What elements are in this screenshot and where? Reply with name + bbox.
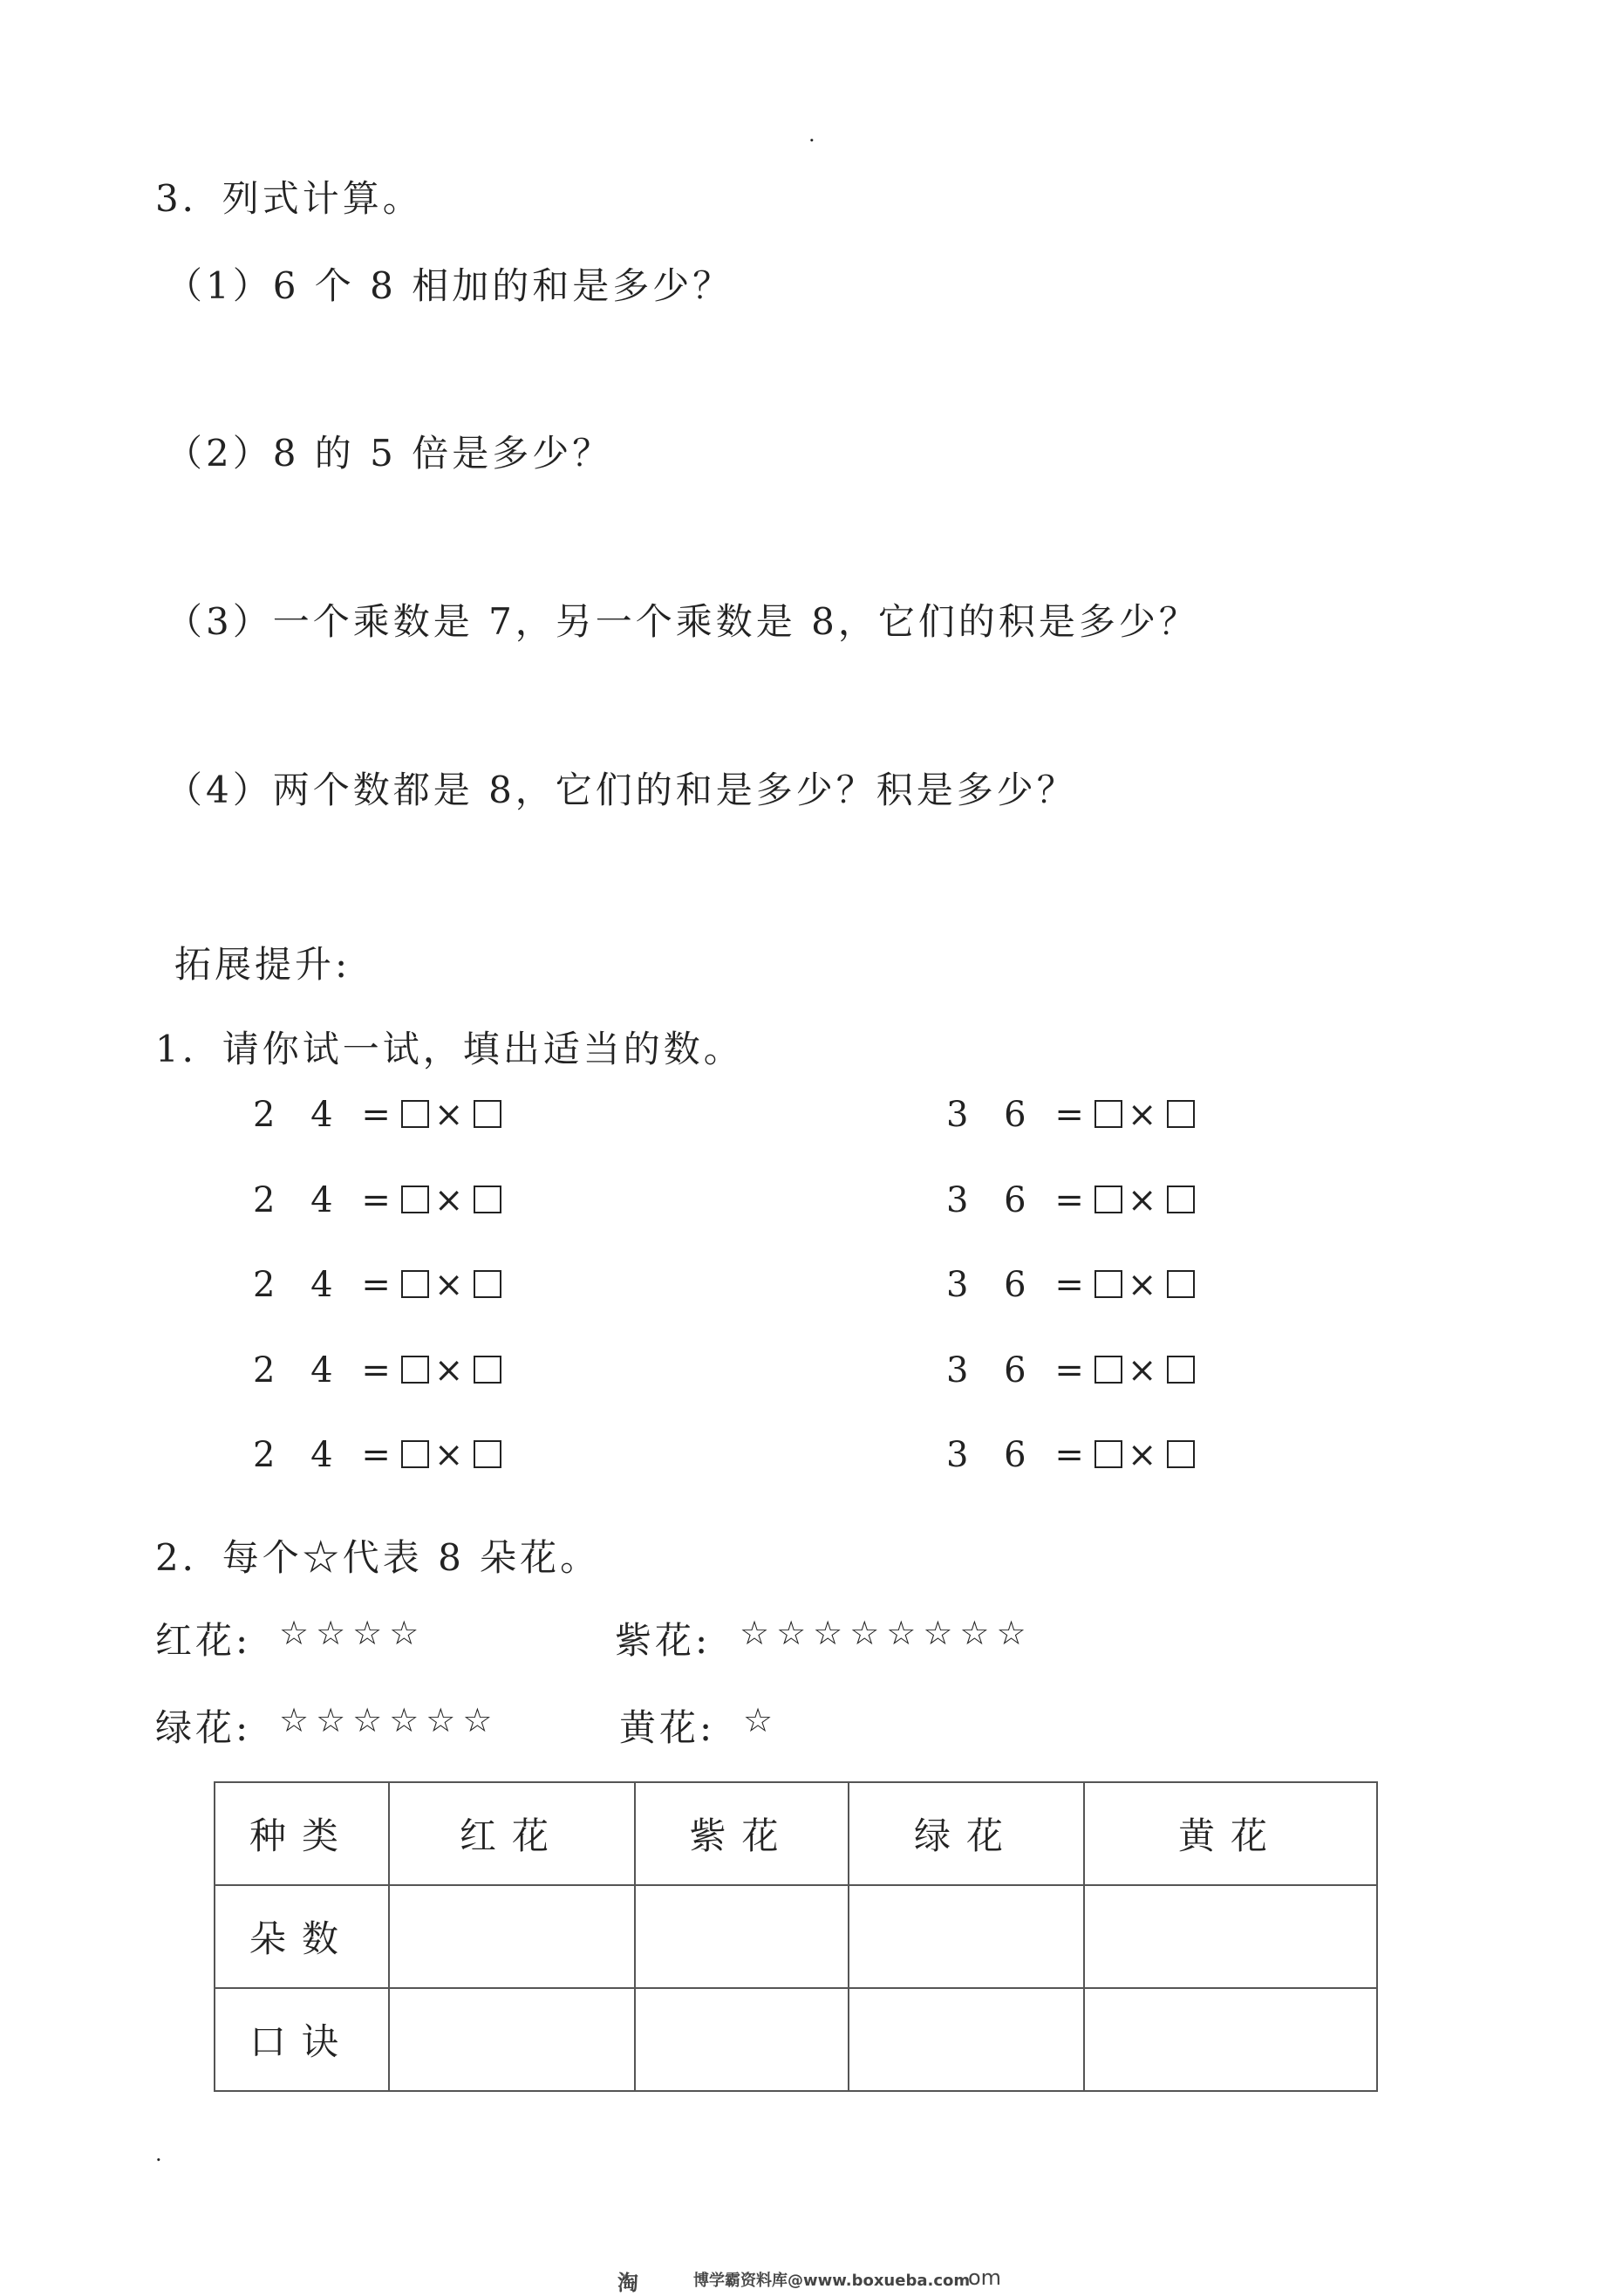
answer-cell[interactable] — [849, 1885, 1084, 1988]
answer-cell[interactable] — [635, 1885, 849, 1988]
equation-right: 3 6 = × — [946, 1350, 1200, 1391]
question-4: （4）两个数都是 8，它们的和是多少？积是多少？ — [166, 769, 1077, 811]
answer-box[interactable] — [474, 1270, 501, 1298]
purple-flower-label: 紫花: — [615, 1619, 712, 1662]
answer-box[interactable] — [1095, 1186, 1122, 1213]
extension-heading: 拓展提升: — [174, 943, 351, 986]
table-row — [215, 1885, 1377, 1988]
answer-box[interactable] — [1095, 1356, 1122, 1384]
equation-right: 3 6 = × — [946, 1095, 1200, 1135]
equation-right: 3 6 = × — [946, 1265, 1200, 1305]
answer-cell[interactable] — [849, 1988, 1084, 2091]
equation-right: 3 6 = × — [946, 1435, 1200, 1475]
footer-left: 淘 — [617, 2271, 638, 2295]
row-label: 口诀 — [215, 1988, 389, 2091]
question-2: （2）8 的 5 倍是多少？ — [166, 432, 613, 475]
answer-cell[interactable] — [1084, 1988, 1377, 2091]
answer-box[interactable] — [1167, 1100, 1195, 1128]
extension-q1-title: 1．请你试一试，填出适当的数。 — [155, 1028, 744, 1070]
answer-box[interactable] — [1167, 1440, 1195, 1468]
red-flower-stars: ☆☆☆☆ — [279, 1614, 426, 1652]
table-header-cell: 种类 — [215, 1782, 389, 1885]
table-header-cell: 绿花 — [849, 1782, 1084, 1885]
equation-left: 2 4 = × — [253, 1350, 507, 1391]
answer-box[interactable] — [1095, 1440, 1122, 1468]
equation-left: 2 4 = × — [253, 1435, 507, 1475]
answer-box[interactable] — [474, 1356, 501, 1384]
green-flower-label: 绿花: — [155, 1706, 252, 1749]
yellow-flower-label: 黄花: — [619, 1706, 716, 1749]
table-header-cell: 紫花 — [635, 1782, 849, 1885]
section-3-title: 3．列式计算。 — [155, 177, 423, 220]
equation-left: 2 4 = × — [253, 1180, 507, 1220]
answer-box[interactable] — [1095, 1270, 1122, 1298]
flower-table — [214, 1781, 1378, 2092]
yellow-flower-stars: ☆ — [743, 1701, 781, 1739]
answer-box[interactable] — [401, 1186, 429, 1213]
table-header-row — [215, 1782, 1377, 1885]
answer-cell[interactable] — [1084, 1885, 1377, 1988]
answer-box[interactable] — [474, 1100, 501, 1128]
table-row — [215, 1988, 1377, 2091]
equation-left: 2 4 = × — [253, 1095, 507, 1135]
red-flower-label: 红花: — [155, 1619, 252, 1662]
green-flower-stars: ☆☆☆☆☆☆ — [279, 1701, 500, 1739]
table-header-cell: 黄花 — [1084, 1782, 1377, 1885]
footer-right: om — [968, 2265, 1002, 2290]
bottom-dot: . — [155, 2142, 162, 2166]
purple-flower-stars: ☆☆☆☆☆☆☆☆ — [740, 1614, 1033, 1652]
extension-q2-title: 2．每个☆代表 8 朵花。 — [155, 1536, 601, 1579]
answer-box[interactable] — [401, 1440, 429, 1468]
answer-box[interactable] — [1167, 1270, 1195, 1298]
top-dot: . — [808, 122, 815, 147]
equation-right: 3 6 = × — [946, 1180, 1200, 1220]
footer-watermark: 博学霸资料库@www.boxueba.com — [693, 2272, 971, 2290]
answer-cell[interactable] — [635, 1988, 849, 2091]
answer-box[interactable] — [401, 1100, 429, 1128]
equation-left: 2 4 = × — [253, 1265, 507, 1305]
row-label: 朵数 — [215, 1885, 389, 1988]
question-3: （3）一个乘数是 7，另一个乘数是 8，它们的积是多少？ — [166, 600, 1199, 643]
answer-box[interactable] — [401, 1356, 429, 1384]
answer-cell[interactable] — [389, 1988, 635, 2091]
answer-box[interactable] — [474, 1440, 501, 1468]
answer-cell[interactable] — [389, 1885, 635, 1988]
answer-box[interactable] — [1095, 1100, 1122, 1128]
table-header-cell: 红花 — [389, 1782, 635, 1885]
answer-box[interactable] — [1167, 1356, 1195, 1384]
answer-box[interactable] — [474, 1186, 501, 1213]
question-1: （1）6 个 8 相加的和是多少？ — [166, 264, 733, 307]
answer-box[interactable] — [401, 1270, 429, 1298]
answer-box[interactable] — [1167, 1186, 1195, 1213]
